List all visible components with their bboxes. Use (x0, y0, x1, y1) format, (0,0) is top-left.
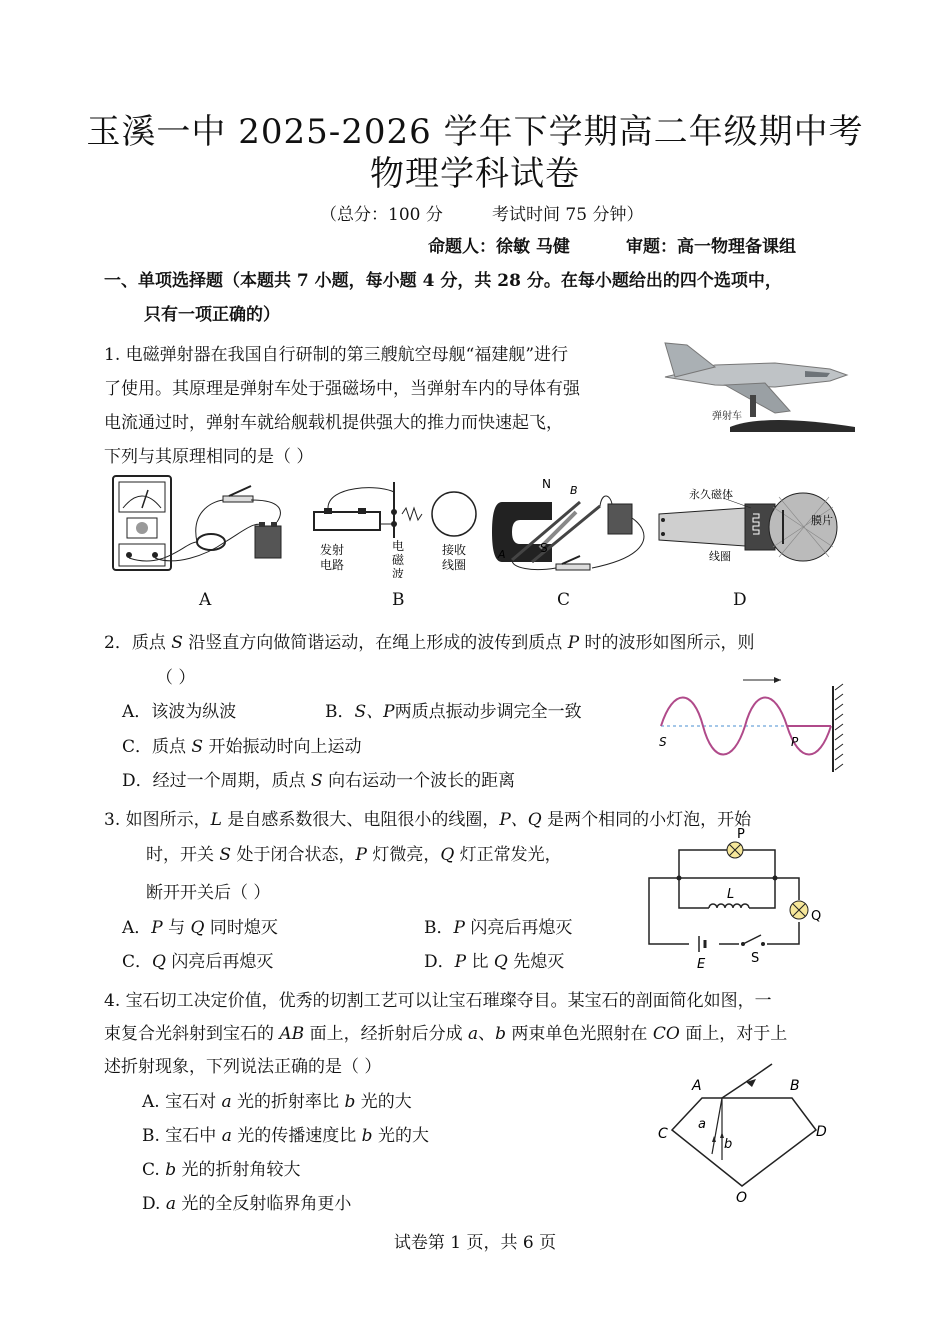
q3-fig-E: E (697, 957, 706, 972)
q3-fig-L: L (727, 887, 735, 902)
q4-fig-D: D (816, 1124, 827, 1140)
q1-line: 了使用。其原理是弹射车处于强磁场中，当弹射车内的导体有强 (104, 379, 580, 399)
q3-fig-P: P (737, 827, 745, 842)
q4-fig-A: A (692, 1078, 702, 1094)
q4-option-a: A. 宝石对 a 光的折射率比 b 光的大 (142, 1092, 412, 1112)
fighter-jet-figure (655, 335, 855, 435)
q2-wave-figure (655, 672, 855, 776)
q1-line: 1. 电磁弹射器在我国自行研制的第三艘航空母舰“福建舰”进行 (104, 345, 569, 365)
q2-option-d: D．经过一个周期，质点 S 向右运动一个波长的距离 (122, 771, 516, 791)
exam-title-line1: 玉溪一中 2025-2026 学年下学期高二年级期中考 (86, 112, 864, 152)
q2-fig-S: S (659, 735, 667, 749)
exam-time: 考试时间 75 分钟） (492, 205, 644, 225)
figD-film: 膜片 (811, 514, 833, 527)
q2-paren: （ ） (156, 668, 196, 688)
q2-stem: 2．质点 S 沿竖直方向做简谐运动，在绳上形成的波传到质点 P 时的波形如图所示，则 (104, 633, 755, 653)
section-heading-cont: 只有一项正确的） (144, 305, 280, 325)
q3-option-b: B．P 闪亮后再熄灭 (424, 918, 573, 938)
figB-emit-1: 发射 (320, 543, 345, 557)
figB-emit-2: 电路 (320, 558, 345, 572)
q2-option-a: A．该波为纵波 (122, 702, 237, 722)
q4-line3: 述折射现象，下列说法正确的是（ ） (104, 1057, 382, 1077)
figC-B: B (570, 484, 578, 497)
exam-title-line2: 物理学科试卷 (370, 154, 580, 194)
figB-wave-2: 磁 (392, 553, 405, 567)
section-heading: 一、单项选择题（本题共 7 小题，每小题 4 分，共 28 分。在每小题给出的四个选项中， (104, 271, 782, 291)
jet-label: 弹射车 (712, 411, 742, 422)
total-score: （总分：100 分 (320, 205, 443, 225)
q3-fig-S: S (751, 951, 760, 966)
page-footer: 试卷第 1 页，共 6 页 (393, 1233, 557, 1253)
q4-fig-B: B (790, 1078, 800, 1094)
figure-c-label: C (557, 590, 571, 610)
q3-circuit-figure (645, 826, 825, 972)
q4-fig-b: b (724, 1137, 733, 1152)
figB-recv-2: 线圈 (442, 558, 467, 572)
q2-option-b: B．S、P两质点振动步调完全一致 (325, 702, 582, 722)
figD-magnet: 永久磁体 (689, 488, 733, 501)
q3-option-c: C．Q 闪亮后再熄灭 (122, 952, 274, 972)
q4-option-d: D. a 光的全反射临界角更小 (142, 1194, 352, 1214)
figC-N: N (542, 477, 551, 491)
q4-gem-figure (650, 1058, 840, 1206)
figure-d-microphone (655, 484, 840, 580)
figC-S: S (540, 541, 548, 555)
figure-d-label: D (733, 590, 747, 610)
figB-recv-1: 接收 (442, 543, 467, 557)
q4-option-c: C. b 光的折射角较大 (142, 1160, 301, 1180)
figure-c-magnet (492, 472, 662, 582)
figD-coil: 线圈 (709, 550, 731, 563)
q3-line1: 3. 如图所示，L 是自感系数很大、电阻很小的线圈，P、Q 是两个相同的小灯泡，开始 (104, 810, 752, 830)
q1-line: 下列与其原理相同的是（ ） (104, 447, 314, 467)
q4-option-b: B. 宝石中 a 光的传播速度比 b 光的大 (142, 1126, 429, 1146)
q3-option-d: D．P 比 Q 先熄灭 (424, 952, 565, 972)
q4-line2: 束复合光斜射到宝石的 AB 面上，经折射后分成 a、b 两束单色光照射在 CO 面上，对于上 (104, 1024, 788, 1044)
q4-fig-a: a (698, 1117, 706, 1132)
q3-line2: 时，开关 S 处于闭合状态，P 灯微亮，Q 灯正常发光， (146, 845, 562, 865)
figC-A: A (498, 548, 506, 561)
authors: 命题人：徐敏 马健 (428, 237, 570, 257)
q4-line1: 4. 宝石切工决定价值，优秀的切割工艺可以让宝石璀璨夺目。某宝石的剖面简化如图，一 (104, 991, 772, 1011)
q4-fig-O: O (736, 1190, 748, 1206)
q2-option-c: C．质点 S 开始振动时向上运动 (122, 737, 362, 757)
figure-a-galvanometer (105, 470, 305, 580)
figure-b-transmitter (308, 478, 498, 578)
q3-line3: 断开开关后（ ） (146, 883, 271, 903)
figure-b-label: B (392, 590, 405, 610)
q1-line: 电流通过时，弹射车就给舰载机提供强大的推力而快速起飞， (104, 413, 563, 433)
q3-fig-Q: Q (811, 909, 822, 924)
q3-option-a: A．P 与 Q 同时熄灭 (122, 918, 278, 938)
q4-fig-C: C (658, 1126, 668, 1142)
figB-wave-1: 电 (392, 539, 405, 553)
q2-fig-P: P (791, 735, 799, 749)
figure-a-label: A (199, 590, 212, 610)
figB-wave-3: 波 (392, 567, 405, 578)
reviewer: 审题：高一物理备课组 (626, 237, 796, 257)
